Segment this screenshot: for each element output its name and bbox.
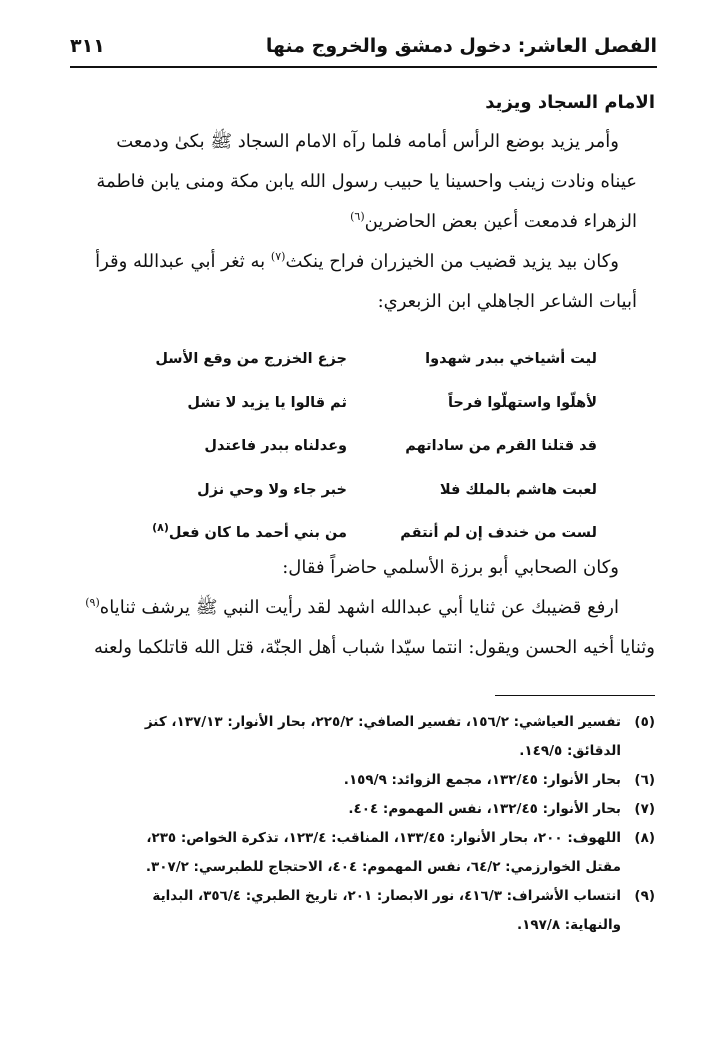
footnote-line: بحار الأنوار: ١٣٢/٤٥، مجمع الزوائد: ١٥٩/٩.	[343, 772, 621, 788]
hemistich-first: قد قتلنا القرم من ساداتهم	[405, 438, 597, 454]
paragraph-4-line-1-text: ارفع قضيبك عن ثنايا أبي عبدالله اشهد لقد رأيت النبي ﷺ يرشف ثناياه	[99, 597, 619, 618]
hemistich-second: ثم قالوا يا يزيد لا تشل	[187, 394, 347, 411]
paragraph-3	[70, 548, 655, 588]
footnote-line: مقتل الخوارزمي: ٦٤/٢، نفس المهموم: ٤٠٤، الاحتجاج للطبرسي: ٣٠٧/٢.	[145, 859, 621, 875]
paragraph-2-line-2: أبيات الشاعر الجاهلي ابن الزبعري:	[377, 291, 637, 312]
hemistich-first: ليت أشياخي ببدر شهدوا	[425, 351, 597, 367]
hemistich-second: جزع الخزرج من وقع الأسل	[155, 351, 347, 367]
footnote-7	[70, 795, 655, 824]
paragraph-1	[70, 122, 637, 242]
footnote-number: (٨)	[634, 830, 655, 846]
footnote-text	[70, 824, 621, 882]
chapter-title: الفصل العاشر: دخول دمشق والخروج منها	[265, 35, 657, 57]
main-text	[70, 84, 655, 322]
running-header	[70, 26, 657, 68]
paragraph-2-line-1a: وكان بيد يزيد قضيب من الخيزران فراح ينكث	[285, 251, 619, 272]
paragraph-4-line-2: وثنايا أخيه الحسن ويقول: انتما سيّدا شباب أهل الجنّة، قتل الله قاتلكما ولعنه	[93, 637, 655, 658]
footnote-line: الدقائق: ١٤٩/٥.	[519, 743, 621, 759]
paragraph-4	[70, 588, 655, 668]
paragraph-4-line-1	[70, 588, 655, 628]
footnote-line: بحار الأنوار: ١٣٢/٤٥، نفس المهموم: ٤٠٤.	[348, 801, 621, 817]
paragraph-2-line-1b: به ثغر أبي عبدالله وقرأ	[95, 251, 271, 272]
footnote-text	[70, 766, 621, 795]
footnote-8	[70, 824, 655, 882]
section-heading: الامام السجاد ويزيد	[485, 92, 655, 113]
paragraph-3-line-1: وكان الصحابي أبو برزة الأسلمي حاضراً فقال:	[282, 557, 619, 578]
footnote-6	[70, 766, 655, 795]
footnote-number: (٦)	[634, 772, 655, 788]
poem-verse	[127, 382, 597, 426]
paragraph-1-line-2: عيناه ونادت زينب واحسينا يا حبيب رسول الله يابن مكة ومنى يابن فاطمة	[96, 171, 637, 192]
footnote-line: انتساب الأشراف: ٤١٦/٣، نور الابصار: ٢٠١، تاريخ الطبري: ٣٥٦/٤، البداية	[152, 888, 621, 904]
hemistich-second: خبر جاء ولا وحي نزل	[197, 481, 347, 498]
footnotes	[70, 708, 655, 940]
footnote-5	[70, 708, 655, 766]
footnote-text	[70, 795, 621, 824]
footnote-line: اللهوف: ٢٠٠، بحار الأنوار: ١٣٣/٤٥، المناقب: ١٢٣/٤، تذكرة الخواص: ٢٣٥،	[146, 830, 621, 846]
footnote-ref-9: (٩)	[85, 596, 100, 609]
footnote-ref-6: (٦)	[350, 210, 365, 223]
footnote-line: تفسير العياشي: ١٥٦/٢، تفسير الصافي: ٢٢٥/٢، بحار الأنوار: ١٣٧/١٣، كنز	[144, 714, 621, 730]
hemistich-first: لست من خندف إن لم أنتقم	[400, 525, 597, 541]
footnote-separator	[495, 695, 655, 696]
footnote-number: (٥)	[634, 714, 655, 730]
poem	[127, 338, 597, 556]
footnote-line: والنهاية: ١٩٧/٨.	[517, 917, 621, 933]
footnote-number: (٧)	[634, 801, 655, 817]
footnote-ref-7: (٧)	[270, 250, 286, 263]
poem-verse	[127, 338, 597, 382]
hemistich-second: وعدلناه ببدر فاعتدل	[204, 438, 347, 454]
footnote-ref-8: (٨)	[152, 521, 169, 535]
hemistich-first: لعبت هاشم بالملك فلا	[439, 481, 597, 498]
footnote-9	[70, 882, 655, 940]
footnote-text	[70, 882, 621, 940]
paragraph-1-line-3	[70, 202, 637, 242]
hemistich-second-text: من بني أحمد ما كان فعل	[168, 525, 347, 541]
poem-verse	[127, 469, 597, 513]
hemistich-first: لأهلّوا واستهلّوا فرحاً	[447, 394, 597, 411]
footnote-text	[70, 708, 621, 766]
paragraph-1-line-3-text: الزهراء فدمعت أعين بعض الحاضرين	[364, 211, 637, 232]
page-number: ٣١١	[70, 35, 105, 57]
paragraph-2	[70, 242, 637, 322]
paragraph-2-line-1	[70, 242, 637, 282]
poem-verse	[127, 425, 597, 469]
paragraph-1-line-1: وأمر يزيد بوضع الرأس أمامه فلما رآه الامام السجاد ﷺ بكىٰ ودمعت	[116, 131, 619, 152]
main-text-continued	[70, 548, 655, 668]
footnote-number: (٩)	[634, 888, 655, 904]
